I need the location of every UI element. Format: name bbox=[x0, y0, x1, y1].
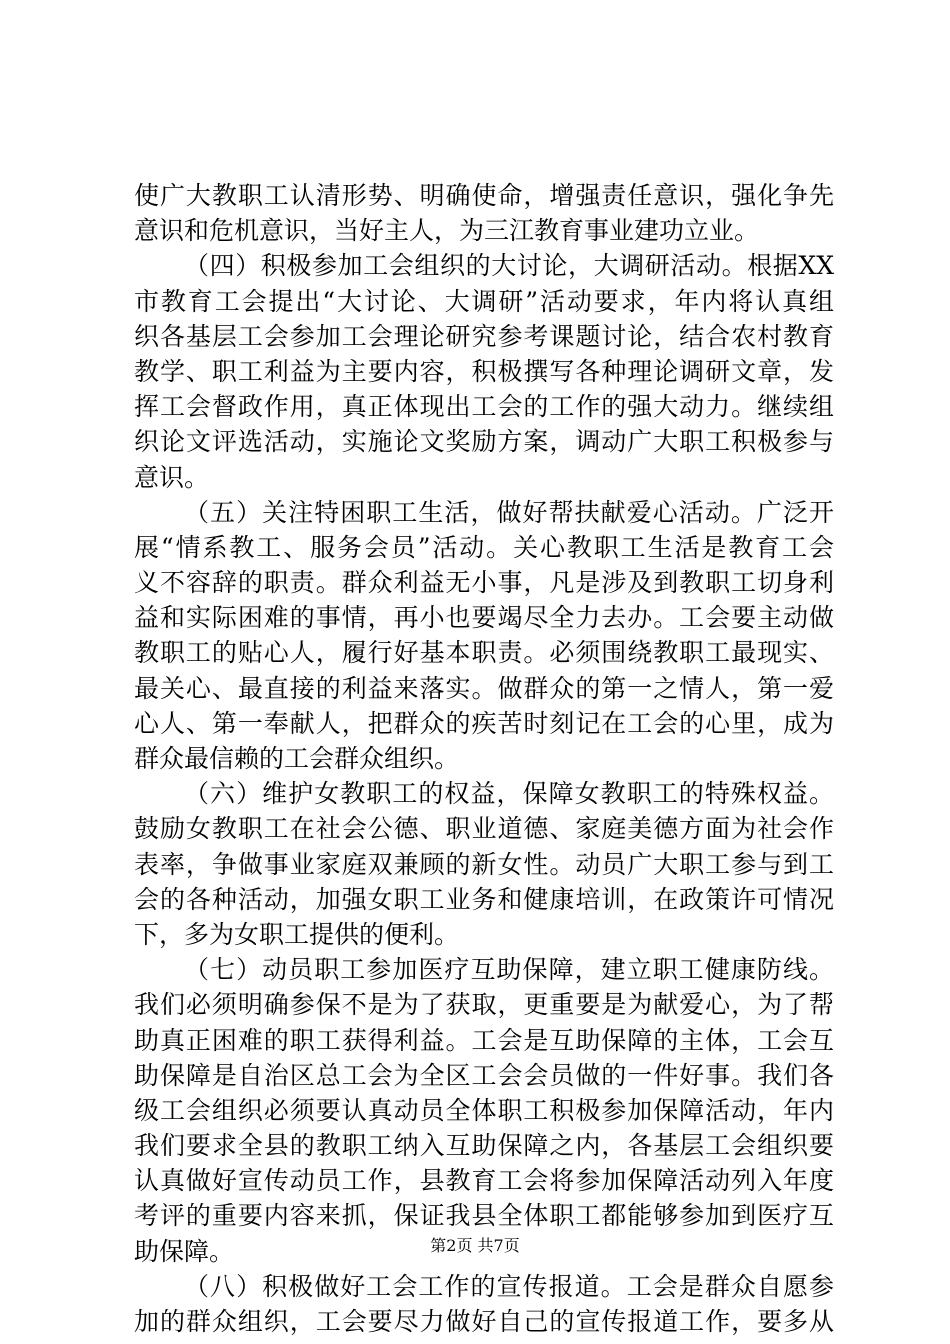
text-line: 会的各种活动，加强女职工业务和健康培训，在政策许可情况 bbox=[134, 884, 834, 914]
text-line: 助保障。 bbox=[134, 1236, 235, 1266]
text-line: （八）积极做好工会工作的宣传报道。工会是群众自愿参 bbox=[184, 1271, 834, 1301]
text-line: 织各基层工会参加工会理论研究参考课题讨论，结合农村教育 bbox=[134, 321, 834, 351]
text-line: 我们要求全县的教职工纳入互助保障之内，各基层工会组织要 bbox=[134, 1131, 834, 1161]
body-text bbox=[134, 178, 834, 1339]
text-line: 考评的重要内容来抓，保证我县全体职工都能够参加到医疗互 bbox=[134, 1201, 834, 1231]
text-line: 心人、第一奉献人，把群众的疾苦时刻记在工会的心里，成为 bbox=[134, 708, 834, 738]
text-line: 益和实际困难的事情，再小也要竭尽全力去办。工会要主动做 bbox=[134, 603, 834, 633]
text-line: 鼓励女教职工在社会公德、职业道德、家庭美德方面为社会作 bbox=[134, 814, 834, 844]
text-line: 挥工会督政作用，真正体现出工会的工作的强大动力。继续组 bbox=[134, 392, 834, 422]
text-line: 教学、职工利益为主要内容，积极撰写各种理论调研文章，发 bbox=[134, 356, 834, 386]
text-line: 群众最信赖的工会群众组织。 bbox=[134, 744, 460, 773]
text-line: 助保障是自治区总工会为全区工会会员做的一件好事。我们各 bbox=[134, 1060, 834, 1090]
text-line: （五）关注特困职工生活，做好帮扶献爱心活动。广泛开 bbox=[184, 497, 834, 527]
text-line: 展“情系教工、服务会员”活动。关心教职工生活是教育工会 bbox=[134, 532, 834, 562]
text-line: 表率，争做事业家庭双兼顾的新女性。动员广大职工参与到工 bbox=[134, 849, 834, 879]
text-line: （七）动员职工参加医疗互助保障，建立职工健康防线。 bbox=[184, 955, 834, 985]
text-line: 级工会组织必须要认真动员全体职工积极参加保障活动，年内 bbox=[134, 1095, 834, 1125]
text-line: （四）积极参加工会组织的大讨论，大调研活动。根据XX bbox=[184, 251, 834, 281]
text-line: 市教育工会提出“大讨论、大调研”活动要求，年内将认真组 bbox=[134, 286, 834, 316]
text-line: 教职工的贴心人，履行好基本职责。必须围绕教职工最现实、 bbox=[134, 638, 834, 668]
text-line: 义不容辞的职责。群众利益无小事，凡是涉及到教职工切身利 bbox=[134, 568, 834, 598]
text-line: 加的群众组织，工会要尽力做好自己的宣传报道工作，要多从 bbox=[134, 1307, 834, 1336]
text-line: 意识和危机意识，当好主人，为三江教育事业建功立业。 bbox=[134, 216, 760, 246]
text-line: （六）维护女教职工的权益，保障女教职工的特殊权益。 bbox=[184, 779, 834, 809]
text-line: 织论文评选活动，实施论文奖励方案，调动广大职工积极参与 bbox=[134, 427, 834, 457]
text-line: 我们必须明确参保不是为了获取，更重要是为献爱心，为了帮 bbox=[134, 990, 834, 1020]
text-line: 认真做好宣传动员工作，县教育工会将参加保障活动列入年度 bbox=[134, 1166, 834, 1196]
text-line: 下，多为女职工提供的便利。 bbox=[134, 919, 460, 949]
page-footer: 第2页 共7页 bbox=[430, 1236, 520, 1255]
text-line: 助真正困难的职工获得利益。工会是互助保障的主体，工会互 bbox=[134, 1025, 834, 1055]
text-line: 使广大教职工认清形势、明确使命，增强责任意识，强化争先 bbox=[134, 181, 834, 210]
text-line: 意识。 bbox=[134, 462, 210, 492]
text-line: 最关心、最直接的利益来落实。做群众的第一之情人，第一爱 bbox=[134, 673, 834, 703]
